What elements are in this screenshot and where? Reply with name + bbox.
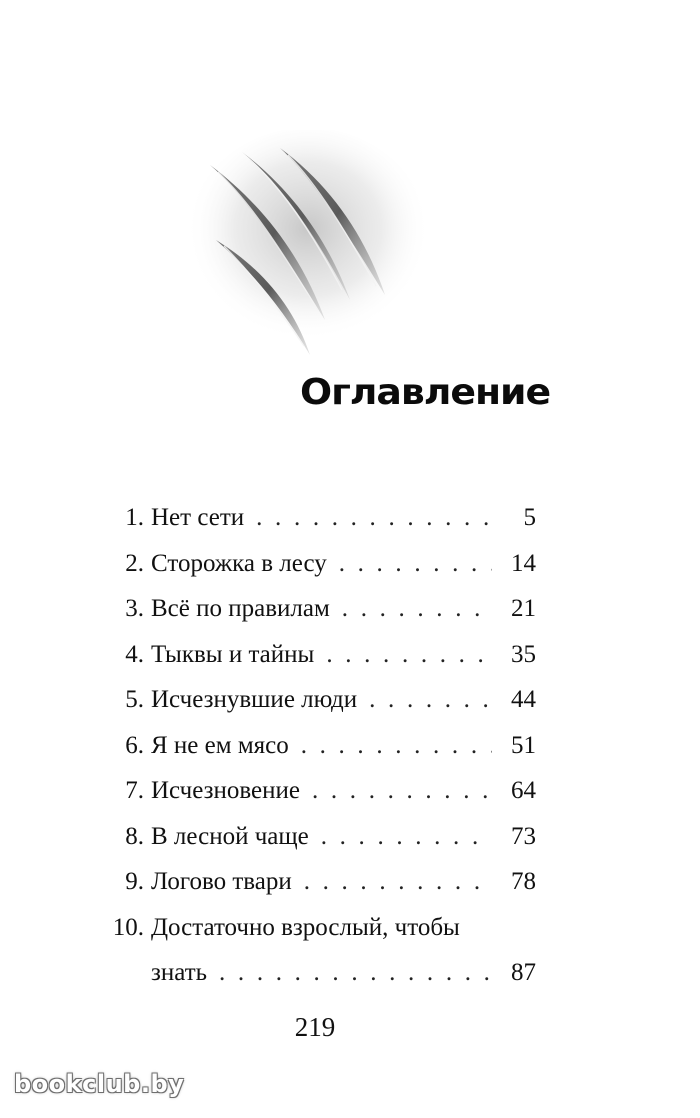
chapter-number: 5. xyxy=(125,686,144,713)
chapter-title: В лесной чаще xyxy=(151,822,309,850)
chapter-title: Логово твари xyxy=(151,868,292,895)
chapter-title: Я не ем мясо xyxy=(151,731,289,759)
toc-entry[interactable] xyxy=(96,768,536,814)
chapter-number: 8. xyxy=(125,822,144,850)
page-number: 21 xyxy=(511,595,536,622)
toc-entry[interactable] xyxy=(96,814,536,860)
chapter-number: 2. xyxy=(125,549,144,577)
chapter-title: Всё по правилам xyxy=(151,595,330,622)
dot-leader xyxy=(342,586,492,632)
claw-scratch-icon xyxy=(180,130,430,375)
page-number: 87 xyxy=(511,959,536,986)
chapter-number: 6. xyxy=(125,731,144,759)
dot-leader xyxy=(369,677,492,723)
page-number: 73 xyxy=(511,822,536,850)
chapter-title: Тыквы и тайны xyxy=(151,640,315,668)
page-number: 78 xyxy=(511,868,536,895)
page-number: 51 xyxy=(511,731,536,759)
dot-leader xyxy=(326,632,492,678)
toc-entry[interactable] xyxy=(96,859,536,905)
chapter-title: Нет сети xyxy=(151,504,245,531)
chapter-number: 7. xyxy=(125,777,144,804)
toc-entry[interactable] xyxy=(96,905,536,951)
chapter-title-continued: знать xyxy=(151,959,208,986)
page-number: 14 xyxy=(511,549,536,577)
chapter-title: Исчезновение xyxy=(151,777,300,804)
toc-entry[interactable] xyxy=(96,541,536,587)
toc-entry[interactable] xyxy=(96,723,536,769)
dot-leader xyxy=(301,723,492,769)
dot-leader xyxy=(312,768,492,814)
toc-entry[interactable] xyxy=(96,677,536,723)
toc-entry[interactable] xyxy=(96,495,536,541)
page-number: 44 xyxy=(511,686,536,713)
table-of-contents xyxy=(96,495,536,996)
chapter-number: 3. xyxy=(125,595,144,622)
chapter-number: 9. xyxy=(125,868,144,895)
toc-entry[interactable] xyxy=(96,586,536,632)
contents-heading: Оглавление xyxy=(300,372,551,413)
chapter-number: 4. xyxy=(125,640,144,668)
page-folio: 219 xyxy=(294,1012,336,1042)
chapter-title: Достаточно взрослый, чтобы xyxy=(151,913,460,941)
chapter-title: Исчезнувшие люди xyxy=(151,686,358,713)
dot-leader xyxy=(339,541,492,587)
chapter-number: 1. xyxy=(125,504,144,531)
page-number: 35 xyxy=(511,640,536,668)
dot-leader xyxy=(256,495,492,541)
dot-leader xyxy=(321,814,492,860)
page-number: 64 xyxy=(511,777,536,804)
watermark: bookclub.by xyxy=(14,1070,185,1098)
chapter-number: 10. xyxy=(112,913,144,941)
dot-leader xyxy=(219,950,492,996)
chapter-title: Сторожка в лесу xyxy=(151,549,327,577)
page-number: 5 xyxy=(523,504,536,531)
toc-entry-continuation[interactable] xyxy=(96,950,536,996)
toc-entry[interactable] xyxy=(96,632,536,678)
dot-leader xyxy=(304,859,492,905)
